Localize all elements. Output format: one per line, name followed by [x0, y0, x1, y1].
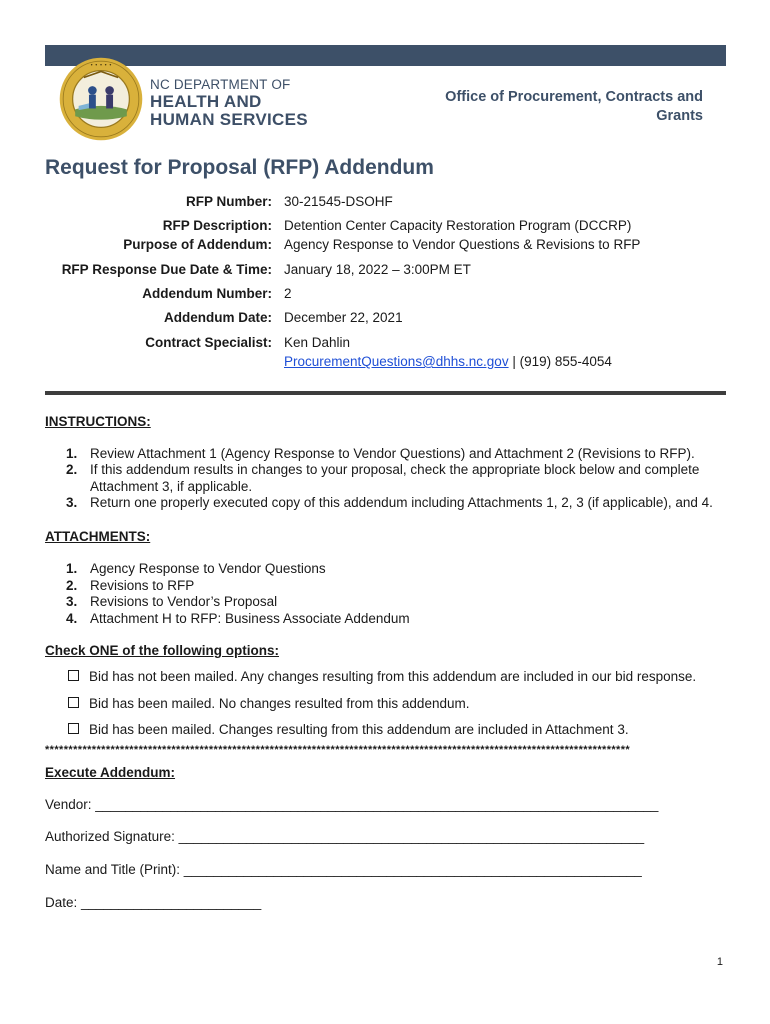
list-text: Attachment H to RFP: Business Associate Addendum — [90, 611, 410, 626]
signature-field[interactable]: Authorized Signature: ______________________________________________________________ — [45, 829, 645, 844]
nc-state-seal-icon — [58, 56, 144, 142]
list-text: Revisions to Vendor’s Proposal — [90, 594, 278, 609]
list-text-line-2: Attachment 3, if applicable. — [90, 478, 253, 494]
contract-specialist-label: Contract Specialist: — [145, 335, 272, 350]
option-label: Bid has been mailed. Changes resulting from this addendum are included in Attachment 3. — [89, 722, 629, 737]
addendum-date-value: December 22, 2021 — [284, 310, 403, 325]
office-line-2: Grants — [656, 108, 703, 124]
list-number: 4. — [66, 611, 78, 626]
purpose-value: Agency Response to Vendor Questions & Revisions to RFP — [284, 237, 641, 252]
option-label: Bid has not been mailed. Any changes resulting from this addendum are included in our bid response. — [89, 669, 697, 684]
specialist-email-link[interactable]: ProcurementQuestions@dhhs.nc.gov — [284, 354, 509, 369]
vendor-field[interactable]: Vendor: ___________________________________________________________________________ — [45, 797, 659, 812]
asterisk-separator: ***************************************************************************************************************************** — [45, 744, 631, 756]
contract-specialist-contact — [284, 354, 612, 369]
page-title: Request for Proposal (RFP) Addendum — [45, 156, 434, 179]
list-text — [90, 462, 740, 495]
rfp-description-label: RFP Description: — [162, 218, 272, 233]
list-text: Agency Response to Vendor Questions — [90, 561, 326, 576]
department-logo-text — [150, 78, 308, 128]
option-mailed-changes — [68, 722, 629, 737]
list-text: Revisions to RFP — [90, 578, 195, 593]
option-checkbox[interactable] — [68, 670, 79, 681]
instructions-heading: INSTRUCTIONS: — [45, 414, 151, 429]
page-number: 1 — [716, 956, 723, 968]
option-mailed-no-changes — [68, 696, 469, 711]
date-field[interactable]: Date: ________________________ — [45, 895, 262, 910]
name-title-field[interactable]: Name and Title (Print): _____________________________________________________________ — [45, 862, 642, 877]
addendum-number-value: 2 — [284, 286, 292, 301]
option-checkbox[interactable] — [68, 723, 79, 734]
dept-line-3: HUMAN SERVICES — [150, 109, 308, 129]
addendum-number-label: Addendum Number: — [142, 286, 272, 301]
list-text: Review Attachment 1 (Agency Response to Vendor Questions) and Attachment 2 (Revisions to RFP). — [90, 446, 695, 461]
option-checkbox[interactable] — [68, 697, 79, 708]
section-divider — [45, 391, 726, 395]
dept-line-1: NC DEPARTMENT OF — [150, 77, 291, 92]
rfp-description-value: Detention Center Capacity Restoration Program (DCCRP) — [284, 218, 632, 233]
specialist-phone: | (919) 855-4054 — [508, 354, 612, 369]
dept-line-2: HEALTH AND — [150, 91, 262, 111]
option-not-mailed — [68, 669, 696, 684]
due-date-label: RFP Response Due Date & Time: — [61, 262, 272, 277]
rfp-number-value: 30-21545-DSOHF — [284, 194, 393, 209]
addendum-date-label: Addendum Date: — [164, 310, 272, 325]
list-text-line-1: If this addendum results in changes to your proposal, check the appropriate block below and complete — [90, 462, 700, 477]
list-number: 2. — [66, 578, 78, 593]
attachments-heading: ATTACHMENTS: — [45, 529, 151, 544]
purpose-label: Purpose of Addendum: — [123, 237, 272, 252]
due-date-value: January 18, 2022 – 3:00PM ET — [284, 262, 471, 277]
option-label: Bid has been mailed. No changes resulted from this addendum. — [89, 696, 470, 711]
execute-heading: Execute Addendum: — [45, 765, 176, 780]
office-line-1: Office of Procurement, Contracts and — [445, 89, 703, 105]
svg-text:• • • • •: • • • • • — [90, 62, 112, 69]
list-number: 3. — [66, 495, 78, 510]
list-number: 2. — [66, 462, 78, 477]
list-number: 1. — [66, 561, 78, 576]
list-number: 1. — [66, 446, 78, 461]
options-heading: Check ONE of the following options: — [45, 643, 279, 658]
header-bar — [45, 45, 726, 69]
rfp-number-label: RFP Number: — [185, 194, 272, 209]
list-text: Return one properly executed copy of this addendum including Attachments 1, 2, 3 (if applicable), and 4. — [90, 495, 713, 510]
office-name — [403, 88, 703, 126]
list-number: 3. — [66, 594, 78, 609]
contract-specialist-name: Ken Dahlin — [284, 335, 351, 350]
